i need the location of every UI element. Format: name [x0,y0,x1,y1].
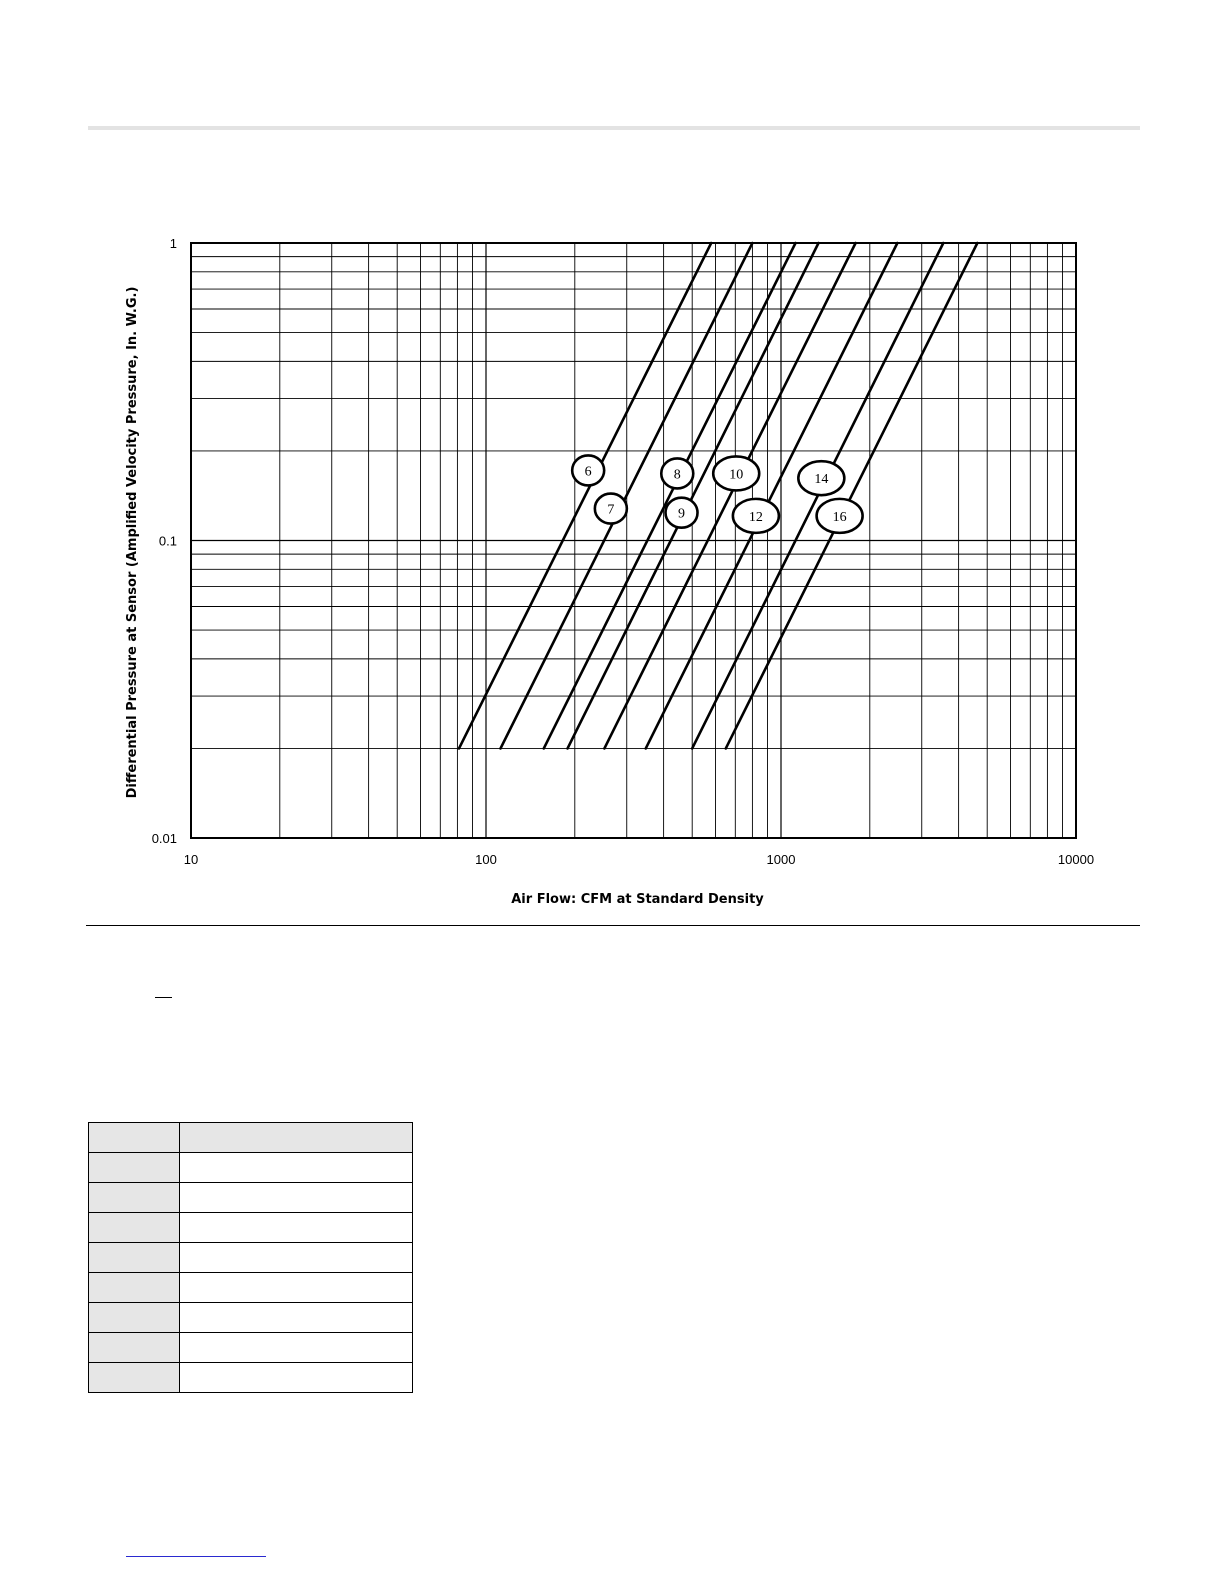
table-row [89,1303,413,1333]
table-cell [180,1363,413,1393]
table-cell [180,1243,413,1273]
table-cell [89,1363,180,1393]
blank-table [88,1122,413,1393]
series-line-16 [726,243,978,748]
bottom-divider [86,925,1140,926]
table-cell [89,1243,180,1273]
series-line-6 [459,243,711,748]
table-cell [89,1123,180,1153]
table-row [89,1243,413,1273]
table-row [89,1363,413,1393]
x-tick-label: 1000 [766,852,796,867]
series-bubble-label: 12 [748,509,763,525]
table-cell [180,1123,413,1153]
series-bubble-label: 14 [814,472,829,488]
series-line-12 [646,243,898,748]
table-cell [180,1153,413,1183]
short-dash [155,997,172,998]
table-cell [89,1183,180,1213]
table-row [89,1333,413,1363]
table-cell [89,1153,180,1183]
y-tick-label: 1 [169,236,177,251]
table-cell [180,1183,413,1213]
table-cell [89,1213,180,1243]
table-row [89,1273,413,1303]
y-tick-label: 0.01 [151,831,177,846]
y-axis-title: Differential Pressure at Sensor (Amplified Velocity Pressure, In. W.G.) [125,286,140,799]
y-tick-label: 0.1 [158,533,177,549]
series-bubble-label: 9 [678,506,686,522]
table-cell [89,1333,180,1363]
series-bubble-label: 8 [673,467,681,483]
table-cell [180,1273,413,1303]
x-tick-label: 10 [183,852,199,867]
x-tick-label: 10000 [1057,852,1095,867]
series-bubble-label: 10 [729,467,744,483]
chart-series [459,243,977,748]
series-line-8 [544,243,796,748]
series-bubble-label: 6 [584,464,592,480]
table-cell [180,1213,413,1243]
x-tick-label: 100 [475,852,497,867]
table-cell [89,1273,180,1303]
series-bubble-label: 7 [607,502,615,518]
table-cell [180,1333,413,1363]
table-header-row [89,1123,413,1153]
series-bubble-label: 16 [832,509,847,525]
table-row [89,1183,413,1213]
footer-link-underline[interactable] [126,1556,266,1557]
table-cell [89,1303,180,1333]
table-row [89,1213,413,1243]
chart-grid [191,243,1076,838]
x-axis-title: Air Flow: CFM at Standard Density [511,892,764,907]
table-row [89,1153,413,1183]
table-cell [180,1303,413,1333]
tick-labels [152,236,1094,867]
